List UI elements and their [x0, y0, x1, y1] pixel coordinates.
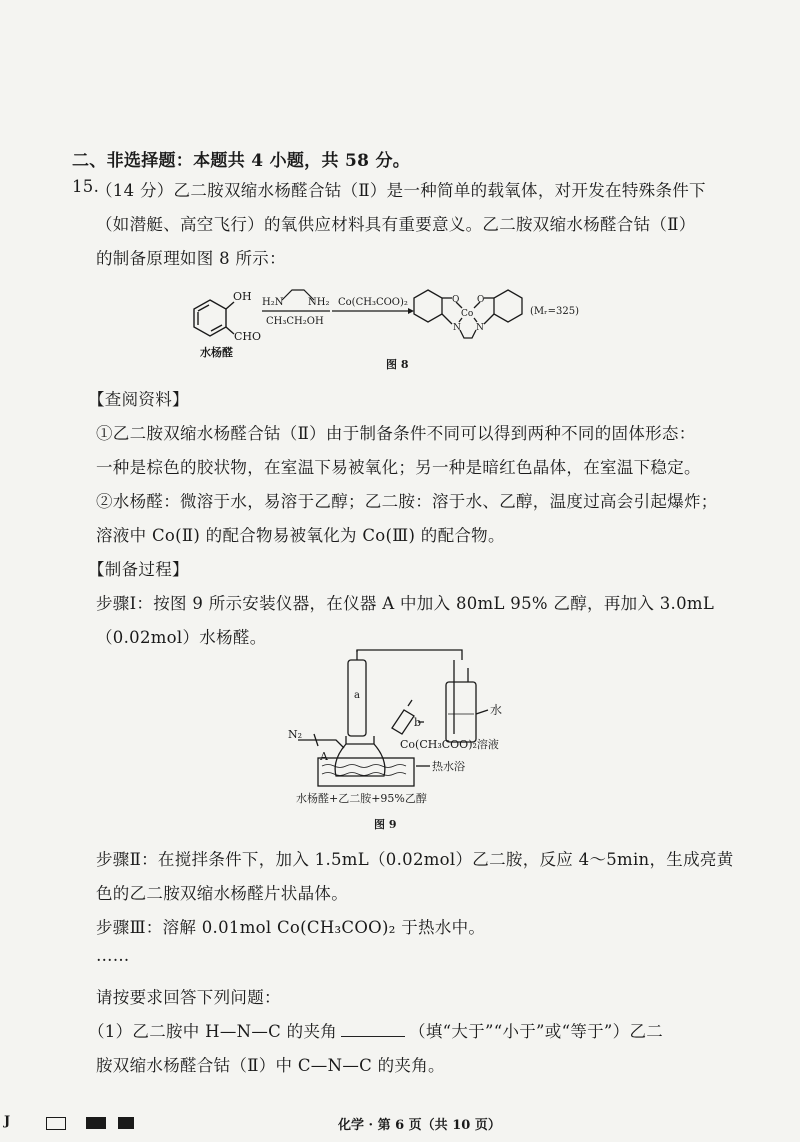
reagent-cobalt-acetate: Co(CH₃COO)₂	[338, 297, 408, 308]
answer-blank[interactable]	[341, 1022, 405, 1037]
figure-8-reaction	[0, 278, 800, 368]
label-flask-A: A	[320, 750, 328, 763]
reactant-cho-label: CHO	[234, 330, 262, 343]
product-n-left: N	[453, 323, 461, 333]
footer-page-number: 化学 · 第 6 页（共 10 页）	[338, 1118, 501, 1133]
answer-prompt: 请按要求回答下列问题：	[96, 988, 281, 1007]
reactant-name: 水杨醛	[200, 346, 233, 359]
flask-A	[335, 744, 385, 776]
label-hot-water-bath: 热水浴	[432, 760, 465, 773]
gas-washing-bottle	[446, 682, 476, 742]
step2-line-1: 步骤Ⅱ：在搅拌条件下，加入 1.5mL（0.02mol）乙二胺，反应 4～5min，生成亮黄	[96, 850, 734, 869]
product-co-center: Co	[461, 309, 474, 319]
footer-solid-marker-1	[86, 1117, 106, 1129]
intro-line-3: 的制备原理如图 8 所示：	[96, 249, 286, 268]
footer-left-mark: J	[4, 1114, 11, 1129]
subquestion-1-line-2: 胺双缩水杨醛合钴（Ⅱ）中 C—N—C 的夹角。	[96, 1056, 445, 1075]
n2-inlet	[298, 740, 344, 748]
salicylaldehyde-structure	[194, 300, 234, 336]
section-heading: 二、非选择题：本题共 4 小题，共 58 分。	[72, 151, 411, 171]
product-o-left: O	[452, 295, 460, 305]
arrow-head	[408, 308, 414, 314]
subquestion-1-line-1	[88, 1018, 663, 1042]
reactant-oh-label: OH	[233, 290, 252, 303]
label-flask-contents: 水杨醛+乙二胺+95%乙醇	[296, 792, 427, 805]
label-a: a	[354, 690, 360, 701]
reagent-ethanol: CH₃CH₂OH	[266, 316, 324, 327]
ref-line-4: 溶液中 Co(Ⅱ) 的配合物易被氧化为 Co(Ⅲ) 的配合物。	[96, 526, 505, 545]
figure-9-apparatus	[0, 648, 800, 818]
product-n-right: N	[476, 323, 484, 333]
ref-line-1: ①乙二胺双缩水杨醛合钴（Ⅱ）由于制备条件不同可以得到两种不同的固体形态：	[96, 424, 696, 443]
product-o-right: O	[477, 295, 485, 305]
product-mr: (Mᵣ=325)	[530, 306, 579, 317]
footer-box-marker	[46, 1117, 66, 1130]
step2-line-2: 色的乙二胺双缩水杨醛片状晶体。	[96, 884, 348, 903]
prep-heading: 【制备过程】	[88, 560, 189, 579]
label-b: b	[414, 716, 422, 729]
step1-line-2: （0.02mol）水杨醛。	[96, 628, 267, 647]
tubing	[357, 650, 462, 660]
ref-line-3: ②水杨醛：微溶于水，易溶于乙醇；乙二胺：溶于水、乙醇，温度过高会引起爆炸；	[96, 492, 718, 511]
footer-solid-marker-2	[118, 1117, 134, 1129]
figure-8-caption: 图 8	[386, 358, 409, 371]
ellipsis: ……	[96, 946, 130, 965]
intro-line-1: （14 分）乙二胺双缩水杨醛合钴（Ⅱ）是一种简单的载氧体，对开发在特殊条件下	[96, 181, 706, 200]
dropping-funnel-b	[392, 710, 414, 734]
intro-line-2: （如潜艇、高空飞行）的氧供应材料具有重要意义。乙二胺双缩水杨醛合钴（Ⅱ）	[96, 215, 696, 234]
label-n2: N₂	[288, 728, 303, 741]
subquestion-1-part-2: （填“大于”“小于”或“等于”）乙二	[409, 1022, 664, 1041]
step3-line: 步骤Ⅲ：溶解 0.01mol Co(CH₃COO)₂ 于热水中。	[96, 918, 486, 937]
subquestion-1-part-1: （1）乙二胺中 H—N—C 的夹角	[88, 1022, 338, 1041]
label-water: 水	[490, 703, 503, 717]
reagent-h2n: H₂N	[262, 297, 284, 308]
question-number: 15.	[72, 177, 100, 196]
ref-heading: 【查阅资料】	[88, 390, 189, 409]
ref-line-2: 一种是棕色的胶状物，在室温下易被氧化；另一种是暗红色晶体，在室温下稳定。	[96, 458, 701, 477]
label-cobalt-solution: Co(CH₃COO)₂溶液	[400, 738, 499, 751]
water-bath	[318, 758, 414, 786]
step1-line-1: 步骤Ⅰ：按图 9 所示安装仪器，在仪器 A 中加入 80mL 95% 乙醇，再加入 3.0mL	[96, 594, 715, 613]
figure-9-caption: 图 9	[374, 818, 397, 831]
reagent-nh2: NH₂	[308, 297, 330, 308]
